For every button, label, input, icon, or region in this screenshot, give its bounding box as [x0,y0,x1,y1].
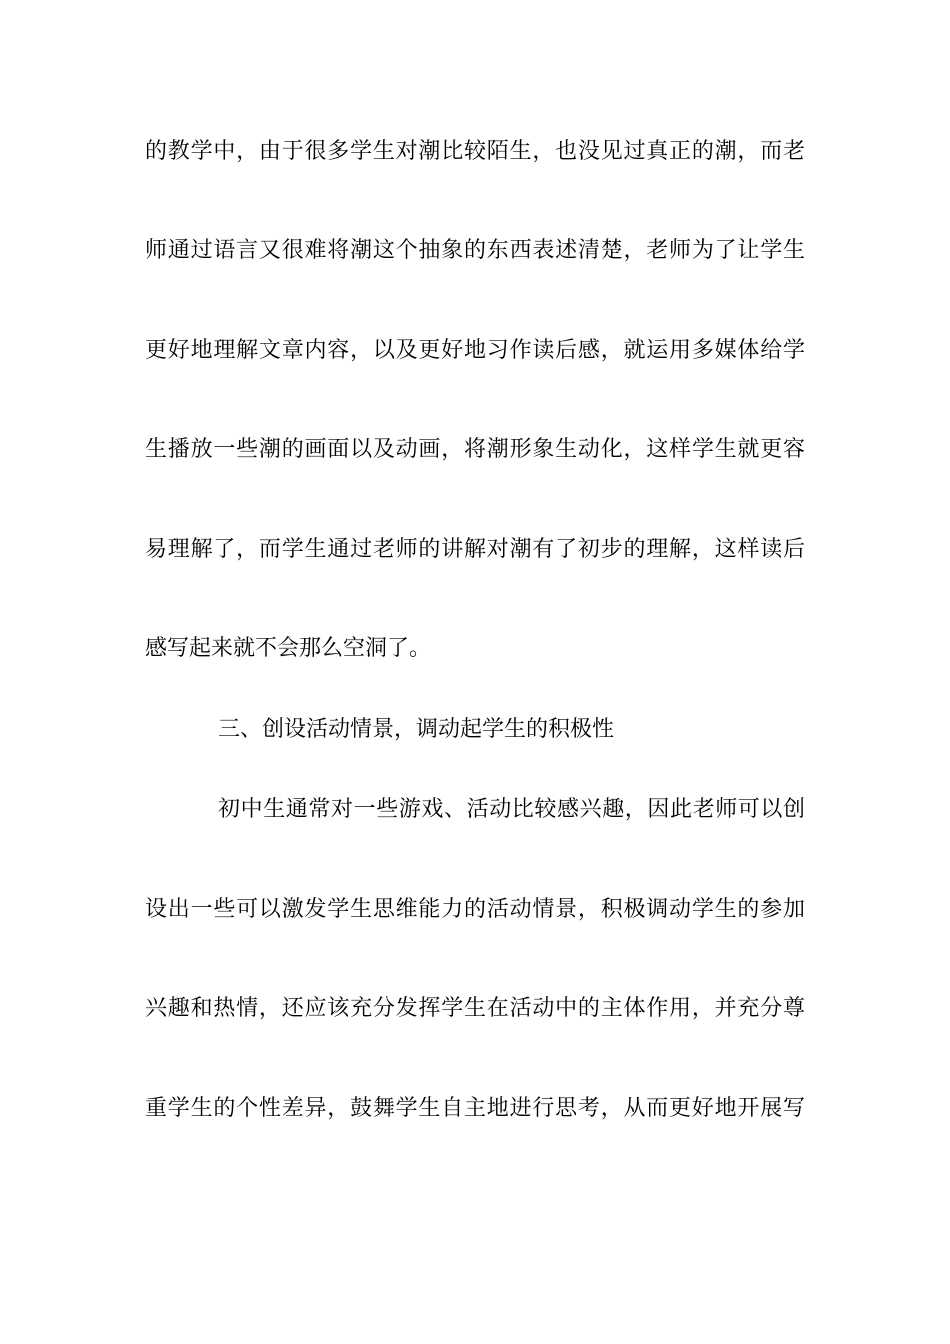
paragraph-1-line-1: 的教学中，由于很多学生对潮比较陌生，也没见过真正的潮，而老 [145,139,805,164]
paragraph-2-line-2: 设出一些可以激发学生思维能力的活动情景，积极调动学生的参加 [145,897,805,922]
paragraph-1-line-4: 生播放一些潮的画面以及动画，将潮形象生动化，这样学生就更容 [145,437,805,462]
paragraph-2-line-1: 初中生通常对一些游戏、活动比较感兴趣，因此老师可以创 [218,797,805,822]
paragraph-1-line-5: 易理解了，而学生通过老师的讲解对潮有了初步的理解，这样读后 [145,537,805,562]
section-heading: 三、创设活动情景，调动起学生的积极性 [218,717,615,742]
paragraph-1-line-2: 师通过语言又很难将潮这个抽象的东西表述清楚，老师为了让学生 [145,238,805,263]
paragraph-1-line-3: 更好地理解文章内容，以及更好地习作读后感，就运用多媒体给学 [145,338,805,363]
paragraph-2-line-3: 兴趣和热情，还应该充分发挥学生在活动中的主体作用，并充分尊 [145,996,805,1021]
paragraph-2-line-4: 重学生的个性差异，鼓舞学生自主地进行思考，从而更好地开展写 [145,1096,805,1121]
paragraph-1-line-6: 感写起来就不会那么空洞了。 [145,636,432,661]
